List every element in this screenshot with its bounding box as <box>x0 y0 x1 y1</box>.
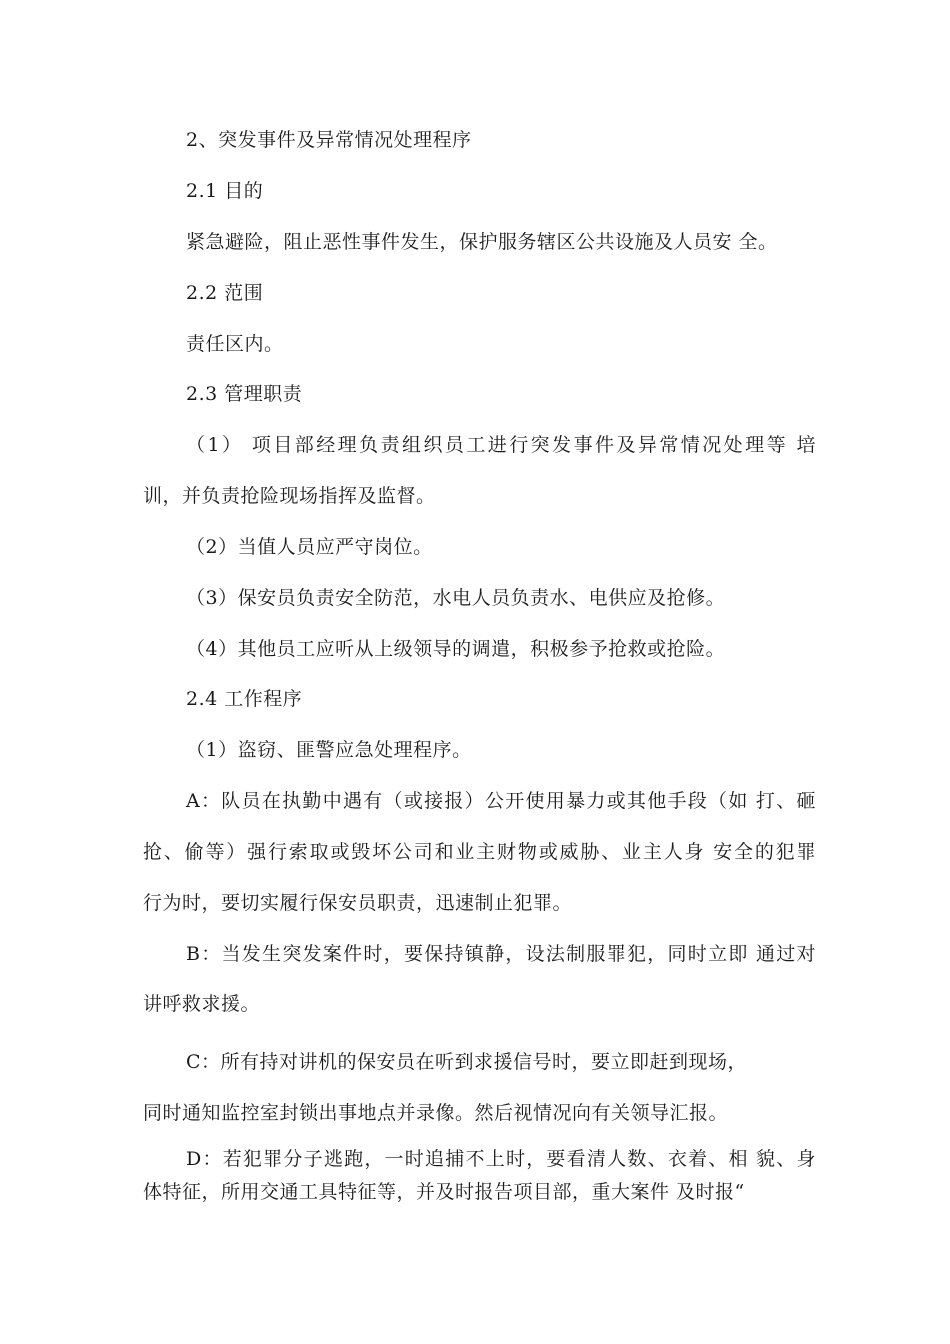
duty-1-line-1: （1） 项目部经理负责组织员工进行突发事件及异常情况处理等 培 <box>186 434 816 456</box>
heading-2-1-purpose: 2.1 目的 <box>186 180 264 202</box>
item-b-line-2: 讲呼救求援。 <box>143 993 261 1015</box>
heading-2-4-procedure: 2.4 工作程序 <box>186 688 303 710</box>
duty-3: （3）保安员负责安全防范，水电人员负责水、电供应及抢修。 <box>186 587 726 609</box>
duty-1-line-2: 训，并负责抢险现场指挥及监督。 <box>143 485 436 507</box>
item-a-line-3: 行为时，要切实履行保安员职责，迅速制止犯罪。 <box>143 892 573 914</box>
duty-2: （2）当值人员应严守岗位。 <box>186 536 433 558</box>
duty-4: （4）其他员工应听从上级领导的调遣，积极参予抢救或抢险。 <box>186 638 726 660</box>
heading-2-3-duties: 2.3 管理职责 <box>186 383 303 405</box>
item-c-line-1: C：所有持对讲机的保安员在听到求援信号时，要立即赶到现场， <box>186 1051 748 1073</box>
purpose-text: 紧急避险，阻止恶性事件发生，保护服务辖区公共设施及人员安 全。 <box>186 231 778 253</box>
section-heading-2: 2、突发事件及异常情况处理程序 <box>186 129 472 151</box>
item-c-line-2: 同时通知监控室封锁出事地点并录像。然后视情况向有关领导汇报。 <box>143 1102 729 1124</box>
item-a-line-2: 抢、偷等）强行索取或毁坏公司和业主财物或威胁、业主人身 安全的犯罪 <box>143 841 816 863</box>
scope-text: 责任区内。 <box>186 333 284 355</box>
item-b-line-1: B：当发生突发案件时，要保持镇静，设法制服罪犯，同时立即 通过对 <box>186 943 816 965</box>
item-a-line-1: A：队员在执勤中遇有（或接报）公开使用暴力或其他手段（如 打、砸 <box>186 790 816 812</box>
item-d-line-1: D：若犯罪分子逃跑，一时追捕不上时，要看清人数、衣着、相 貌、身 <box>186 1148 816 1170</box>
item-d-line-2: 体特征，所用交通工具特征等，并及时报告项目部，重大案件 及时报“ <box>143 1181 745 1203</box>
procedure-1: （1）盗窃、匪警应急处理程序。 <box>186 739 472 761</box>
heading-2-2-scope: 2.2 范围 <box>186 282 264 304</box>
